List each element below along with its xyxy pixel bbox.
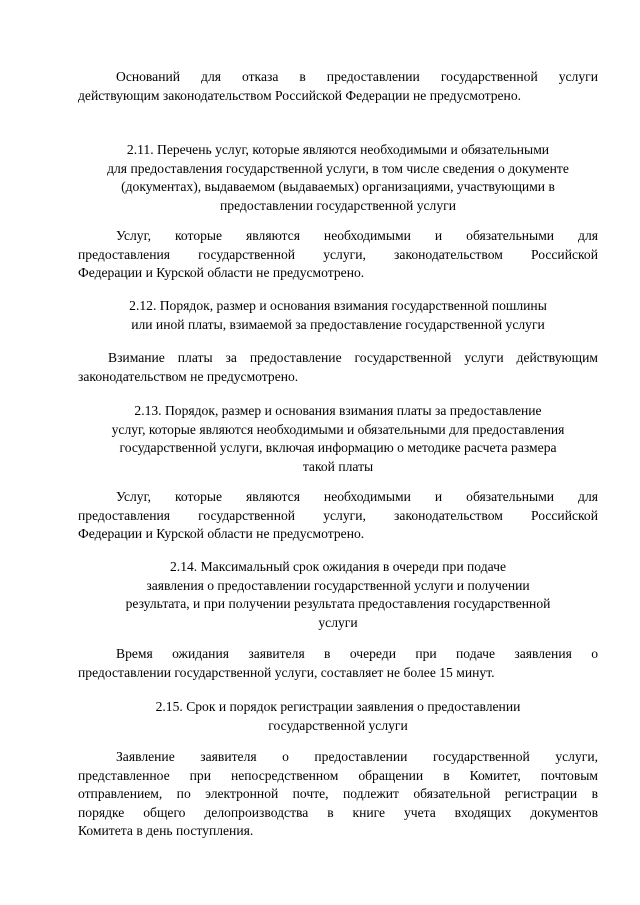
heading-2-12: [78, 297, 598, 334]
heading-line: государственной услуги: [268, 717, 408, 733]
heading-line: государственной услуги, включая информацию о методике расчета размера: [119, 440, 557, 455]
heading-line: 2.13. Порядок, размер и основания взимания платы за предоставление: [134, 403, 542, 418]
heading-line: результата, и при получении результата предоставления государственной: [125, 596, 551, 611]
paragraph-services-2-11: [78, 227, 598, 283]
text-line: Услуг, которые являются необходимыми и обязательными для: [116, 489, 598, 504]
heading-2-11: [78, 141, 598, 215]
heading-line: 2.14. Максимальный срок ожидания в очереди при подаче: [170, 559, 506, 574]
paragraph-fee-2-12: [78, 349, 598, 386]
heading-line: 2.11. Перечень услуг, которые являются необходимыми и обязательными: [126, 142, 550, 157]
text-line: Федерации и Курской области не предусмотрено.: [78, 526, 365, 541]
text-line: Время ожидания заявителя в очереди при подаче заявления о: [116, 646, 598, 661]
text-line: отправлением, по электронной почте, подлежит обязательной регистрации в: [78, 786, 598, 801]
paragraph-waiting-time: [78, 645, 598, 682]
heading-2-13: [78, 402, 598, 476]
heading-line: услуг, которые являются необходимыми и обязательными для предоставления: [111, 421, 565, 437]
heading-line: для предоставления государственной услуги, в том числе сведения о документе: [107, 160, 569, 176]
text-line: действующим законодательством Российской Федерации не предусмотрено.: [78, 87, 522, 103]
text-line: Федерации и Курской области не предусмотрено.: [78, 265, 365, 280]
heading-line: (документах), выдаваемом (выдаваемых) организациями, участвующими в: [121, 179, 555, 194]
heading-2-14: [78, 558, 598, 632]
text-line: Заявление заявителя о предоставлении государственной услуги,: [116, 749, 598, 764]
text-line: законодательством не предусмотрено.: [78, 368, 299, 384]
paragraph-registration: [78, 748, 598, 841]
heading-2-15: [78, 698, 598, 735]
text-line: Взимание платы за предоставление государственной услуги действующим: [108, 350, 598, 365]
paragraph-services-2-13: [78, 488, 598, 544]
heading-line: предоставлении государственной услуги: [220, 197, 456, 213]
heading-line: 2.12. Порядок, размер и основания взимания государственной пошлины: [129, 298, 547, 313]
text-line: Оснований для отказа в предоставлении государственной услуги: [116, 69, 598, 84]
text-line: представленное при непосредственном обращении в Комитет, почтовым: [78, 767, 598, 783]
text-line: предоставления государственной услуги, законодательством Российской: [78, 507, 598, 523]
text-line: Комитета в день поступления.: [78, 823, 254, 838]
heading-line: заявления о предоставлении государственной услуги и получении: [146, 577, 530, 593]
heading-line: услуги: [318, 614, 358, 630]
heading-line: такой платы: [302, 458, 374, 474]
text-line: предоставления государственной услуги, законодательством Российской: [78, 246, 598, 262]
heading-line: или иной платы, взимаемой за предоставление государственной услуги: [131, 316, 545, 332]
paragraph-refusal-grounds: [78, 68, 598, 105]
heading-line: 2.15. Срок и порядок регистрации заявления о предоставлении: [155, 699, 521, 714]
text-line: Услуг, которые являются необходимыми и обязательными для: [116, 228, 598, 243]
text-line: порядке общего делопроизводства в книге учета входящих документов: [78, 804, 598, 820]
text-line: предоставлении государственной услуги, составляет не более 15 минут.: [78, 664, 495, 680]
